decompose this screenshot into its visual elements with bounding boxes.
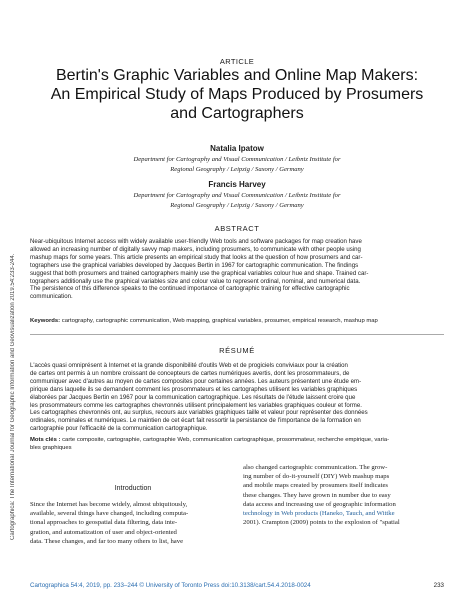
article-type-label: ARTICLE	[219, 57, 255, 66]
title-line: An Empirical Study of Maps Produced by Prosumers	[50, 86, 424, 103]
title-line: Bertin's Graphic Variables and Online Map Makers:	[55, 67, 419, 84]
resume-keywords	[30, 437, 444, 453]
footer-citation-doi-link[interactable]: Cartographica 54:4, 2019, pp. 233–244 © University of Toronto Press doi:10.3138/cart.54.4.2018-0024	[30, 582, 311, 589]
abstract-line: suggest that both prosumers and trained cartographers mainly use the graphical variables colour hue and shape. Trained car-	[30, 269, 369, 277]
abstract-line: communication.	[30, 293, 73, 301]
author-affiliation	[110, 191, 364, 210]
author-affiliation	[110, 155, 364, 174]
affiliation-line: Department for Cartography and Visual Communication / Leibniz Institute for	[133, 156, 341, 163]
resume-line: élaborées par Jacques Bertin en 1967 pour la communication cartographique. Les résultats de l'étude laissent croire que	[30, 393, 356, 401]
introduction-heading: Introduction	[114, 485, 152, 492]
page-number: 233	[433, 582, 444, 589]
resume-line: Les cartographes chevronnés ont, au surplus, recours aux variables graphiques taille et valeur pour représenter des données	[30, 409, 368, 417]
body-line: Since the Internet has become widely, almost ubiquitously,	[30, 501, 188, 508]
intro-column-left	[30, 500, 230, 546]
section-divider	[30, 334, 444, 335]
body-line: data access and increasing use of geographic information	[243, 500, 396, 508]
abstract-line: tographers additionally use the graphical variables size and colour value to represent ordinal, nominal, and numerical data.	[30, 277, 361, 285]
body-line: these changes. They have grown in number due to easy	[243, 491, 391, 499]
article-title	[40, 66, 434, 123]
journal-sidebar-citation: Cartographica: The International Journal for Geographic Information and Geovisualization 2019.54:233-244.	[10, 253, 16, 540]
author-name: Francis Harvey	[208, 180, 266, 189]
title-line: and Cartographers	[170, 105, 304, 122]
author-name: Natalia Ipatow	[210, 144, 264, 153]
keywords-label: Mots clés :	[30, 437, 61, 443]
body-line: available, several things have changed, including computa-	[30, 510, 189, 518]
resume-body	[30, 362, 444, 433]
body-line: data. These changes, and far too many others to list, have	[30, 537, 184, 545]
affiliation-line: Regional Geography / Leipzig / Saxony / Germany	[170, 165, 304, 173]
abstract-line: tographers use the graphical variables developed by Jacques Bertin in 1967 for cartographic communication. The findings	[30, 261, 359, 269]
body-line: gration, and automatization of user and object-oriented	[30, 528, 177, 536]
resume-line: ordinales, nominales et numériques. Le maintien de cet écart fait ressortir la persistance de l'importance de la formation en	[30, 417, 361, 425]
abstract-line: allowed an increasing number of digitally savvy map makers, including prosumers, to communicate with other people using	[30, 245, 361, 253]
citation-link[interactable]: technology in Web products (Haneko, Tauch, and Wittke	[243, 510, 395, 518]
resume-line: L'accès quasi omniprésent à Internet et la grande disponibilité d'outils Web et de progiciels conviviaux pour la création	[30, 362, 348, 369]
abstract-line: Near-ubiquitous Internet access with widely available user-friendly Web tools and software packages for map creation have	[30, 238, 362, 245]
keywords-text: carte composite, cartographie, cartographie Web, communication cartographique, prosommateur, recherche empirique, varia-	[62, 437, 390, 443]
abstract-heading: ABSTRACT	[214, 224, 260, 233]
resume-heading: RÉSUMÉ	[219, 346, 255, 355]
abstract-line: mashup maps for some years. This article presents an empirical study that looks at the question of how prosumers and car-	[30, 253, 363, 261]
body-line: tional approaches to geospatial data filtering, data inte-	[30, 519, 178, 527]
resume-line: pirique dans laquelle ils se demandent comment les prosommateurs et les cartographes utilisent les variables graphiques	[30, 385, 358, 393]
body-line: 2001). Crampton (2009) points to the explosion of "spatial	[243, 519, 400, 527]
keywords-text: bles graphiques	[30, 444, 72, 451]
affiliation-line: Regional Geography / Leipzig / Saxony / Germany	[170, 201, 304, 209]
body-line: also changed cartographic communication. The grow-	[243, 464, 388, 471]
intro-column-right	[243, 463, 445, 527]
body-line: and mobile maps created by prosumers itself indicates	[243, 482, 389, 490]
body-line: ing number of do-it-yourself (DIY) Web mashup maps	[243, 473, 390, 481]
resume-line: de cartes ont permis à un nombre croissant de concepteurs de cartes numériques avertis, dont les prosommateurs, de	[30, 369, 350, 377]
resume-line: communiquer avec d'autres au moyen de cartes composites pour certaines années. Les auteurs présentent une étude em-	[30, 377, 362, 385]
page-footer	[30, 582, 444, 589]
keywords-label: Keywords:	[30, 318, 61, 324]
affiliation-line: Department for Cartography and Visual Communication / Leibniz Institute for	[133, 192, 341, 199]
abstract-keywords	[30, 318, 444, 326]
abstract-body	[30, 238, 444, 301]
keywords-text: cartography, cartographic communication, Web mapping, graphical variables, prosumer, empirical research, mashup map	[61, 318, 378, 324]
resume-line: cartographie pour l'efficacité de la communication cartographique.	[30, 425, 208, 433]
abstract-line: The persistence of this difference speaks to the continued importance of cartographic training for effective cartographic	[30, 285, 350, 293]
resume-line: les prosommateurs comme les cartographes chevronnés utilisent principalement les variables graphiques couleur et forme.	[30, 401, 362, 409]
